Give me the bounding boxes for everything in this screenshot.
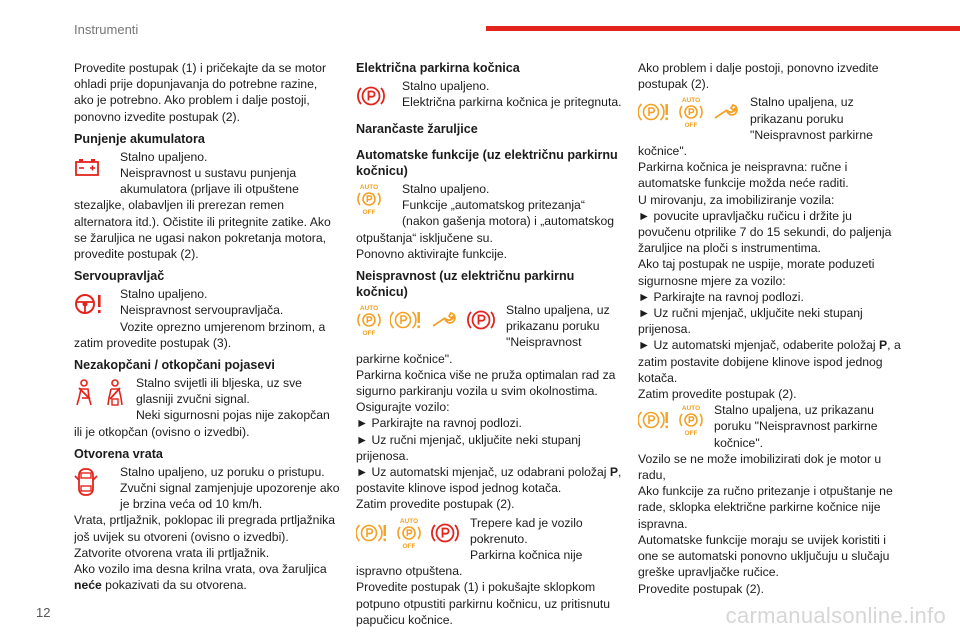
svg-text:OFF: OFF	[684, 122, 698, 129]
seatbelt-icons	[74, 376, 126, 410]
parking-brake-icon	[430, 520, 460, 546]
steering-text: Stalno upaljeno. Neispravnost servoupravljača. Vozite oprezno umjerenom brzinom, a zatim provedite postupak (3).	[74, 287, 326, 350]
flash-icons	[356, 516, 460, 550]
steering-heading: Servoupravljač	[74, 269, 165, 284]
auto-off-icon	[356, 304, 382, 336]
parking-warning-icon	[356, 520, 388, 546]
svg-text:AUTO: AUTO	[359, 305, 379, 313]
intro-paragraph: Provedite postupak (1) i pričekajte da se motor ohladi prije dopunjavanja do potrebne razine, ako je potrebno. Ako problem i dalje postoji, ponovno izvedite postupak (2).	[74, 61, 326, 124]
svg-text:OFF: OFF	[684, 430, 698, 437]
fault2-warning	[638, 94, 904, 402]
battery-icon	[74, 150, 110, 184]
fault-icons	[356, 303, 496, 337]
column-3	[638, 60, 904, 597]
fault2-icons	[638, 95, 740, 129]
auto-warning	[356, 181, 622, 262]
svg-text:OFF: OFF	[362, 330, 376, 337]
svg-text:AUTO: AUTO	[681, 97, 701, 105]
charging-heading: Punjenje akumulatora	[74, 131, 205, 146]
fault-text: Stalno upaljena, uz prikazanu poruku "Neispravnost parkirne kočnice". Parkirna kočnica više ne pruža optimalan rad za sigurno parkiranju vozila u svim okolnostima. Osigurajte vozilo: ► Parkirajte na ravnoj podlozi. ► Uz ručni mjenjač, uključite neki stupanj prijenosa. ► Uz automatski mjenjač, uz odabrani položaj P, postavite klinove ispod jednog kotača. Zatim provedite postupak (2).	[356, 303, 622, 512]
fault-heading: Neispravnost (uz električnu parkirnu kočnicu)	[356, 269, 575, 300]
fault3-icons	[638, 403, 704, 437]
epb-warning	[356, 78, 622, 113]
wrench-icon	[430, 310, 458, 330]
watermark: carmanualsonline.info	[725, 603, 946, 628]
door-warning	[74, 464, 340, 594]
svg-text:AUTO: AUTO	[399, 517, 419, 525]
charging-warning	[74, 149, 340, 262]
steering-warning	[74, 286, 340, 351]
flash-text: Trepere kad je vozilo pokrenuto. Parkirna kočnica nije ispravno otpuštena. Provedite postupak (1) i pokušajte sklopkom potpuno otpustiti parkirnu kočnicu, uz pritisnutu papučicu kočnice.	[356, 515, 611, 627]
auto-off-icon	[678, 96, 704, 128]
page-number: 12	[36, 605, 51, 620]
svg-text:OFF: OFF	[402, 542, 416, 549]
parking-brake-icon	[466, 307, 496, 333]
flash-warning	[356, 515, 622, 628]
col3-intro: Ako problem i dalje postoji, ponovno izvedite postupak (2).	[638, 61, 879, 92]
svg-text:AUTO: AUTO	[681, 405, 701, 413]
open-door-icon	[74, 465, 110, 499]
column-2	[356, 60, 622, 628]
fault3-warning	[638, 402, 904, 596]
fault2-text: Stalno upaljena, uz prikazanu poruku "Neispravnost parkirne kočnice". Parkirna kočnica je neispravna: ručne i automatske funkcije možda neće raditi. U mirovanju, za imobiliziranje vozila: ► povucite upravljačku ručicu i držite ju povučenu otprilike 7 do 15 sekundi, do paljenja žaruljice na ploči s instrumentima. Ako taj postupak ne uspije, morate poduzeti sigurnosne mjere za vozilo: ► Parkirajte na ravnoj podlozi. ► Uz ručni mjenjač, uključite neki stupanj prijenosa. ► Uz automatski mjenjač, odaberite položaj P, a zatim postavite dobijene klinove ispod jednog kotača. Zatim provedite postupak (2).	[638, 95, 901, 402]
auto-text: Stalno upaljeno. Funkcije „automatskog pritezanja“ (nakon gašenja motora) i „automatskog otpuštanja“ isključene su. Ponovno aktivirajte funkcije.	[356, 182, 615, 261]
section-title: Instrumenti	[74, 22, 139, 37]
svg-text:OFF: OFF	[362, 209, 376, 215]
seatbelt-text: Stalno svijetli ili bljeska, uz sve glasniji zvučni signal. Neki sigurnosni pojas nije zakopčan ili je otkopčan (ovisno o izvedbi).	[74, 376, 330, 439]
parking-warning-icon	[390, 307, 422, 333]
epb-heading: Električna parkirna kočnica	[356, 61, 520, 75]
parking-warning-icon	[638, 99, 670, 125]
auto-off-icon	[356, 182, 392, 216]
seatbelt-passenger-icon	[104, 379, 126, 407]
auto-off-icon	[678, 404, 704, 436]
auto-heading: Automatske funkcije (uz električnu parkirnu kočnicu)	[356, 148, 618, 178]
seatbelt-heading: Nezakopčani / otkopčani pojasevi	[74, 358, 275, 373]
charging-text: Stalno upaljeno. Neispravnost u sustavu punjenja akumulatora (prljave ili otpuštene stezaljke, olabavljen ili prerezan remen alternatora itd.). Očistite ili pritegnite zatike. Ako se žaruljica ne ugasi nakon pokretanja motora, provedite postupak (2).	[74, 149, 331, 262]
orange-lights-heading: Narančaste žaruljice	[356, 122, 478, 136]
parking-warning-icon	[638, 407, 670, 433]
door-heading: Otvorena vrata	[74, 446, 163, 461]
seatbelt-warning	[74, 375, 340, 440]
svg-text:AUTO: AUTO	[359, 184, 379, 191]
steering-warning-icon	[74, 287, 110, 321]
parking-brake-icon	[356, 79, 392, 113]
fault3-text: Stalno upaljena, uz prikazanu poruku "Neispravnost parkirne kočnice". Vozilo se ne može imobilizirati dok je motor u radu, Ako funkcije za ručno pritezanje i otpuštanje ne rade, sklopka električne parkirne kočnice nije ispravna. Automatske funkcije moraju se uvijek koristiti i one se automatski ponovno uključuju u slučaju greške upravljačke ručice. Provedite postupak (2).	[638, 403, 893, 596]
epb-text: Stalno upaljeno. Električna parkirna kočnica je pritegnuta.	[402, 79, 622, 110]
wrench-icon	[712, 102, 740, 122]
header-accent-bar	[486, 26, 960, 31]
door-text: Stalno upaljeno, uz poruku o pristupu. Zvučni signal zamjenjuje upozorenje ako je brzina veća od 10 km/h. Vrata, prtljažnik, poklopac ili pregrada prtljažnika još uvijek su otvoreni (ovisno o izvedbi). Zatvorite otvorena vrata ili prtljažnik. Ako vozilo ima desna krilna vrata, ova žaruljica neće pokazivati da su otvorena.	[74, 464, 340, 593]
seatbelt-driver-icon	[74, 379, 96, 407]
column-1	[74, 60, 340, 593]
auto-off-icon	[396, 517, 422, 549]
fault-warning	[356, 302, 622, 513]
